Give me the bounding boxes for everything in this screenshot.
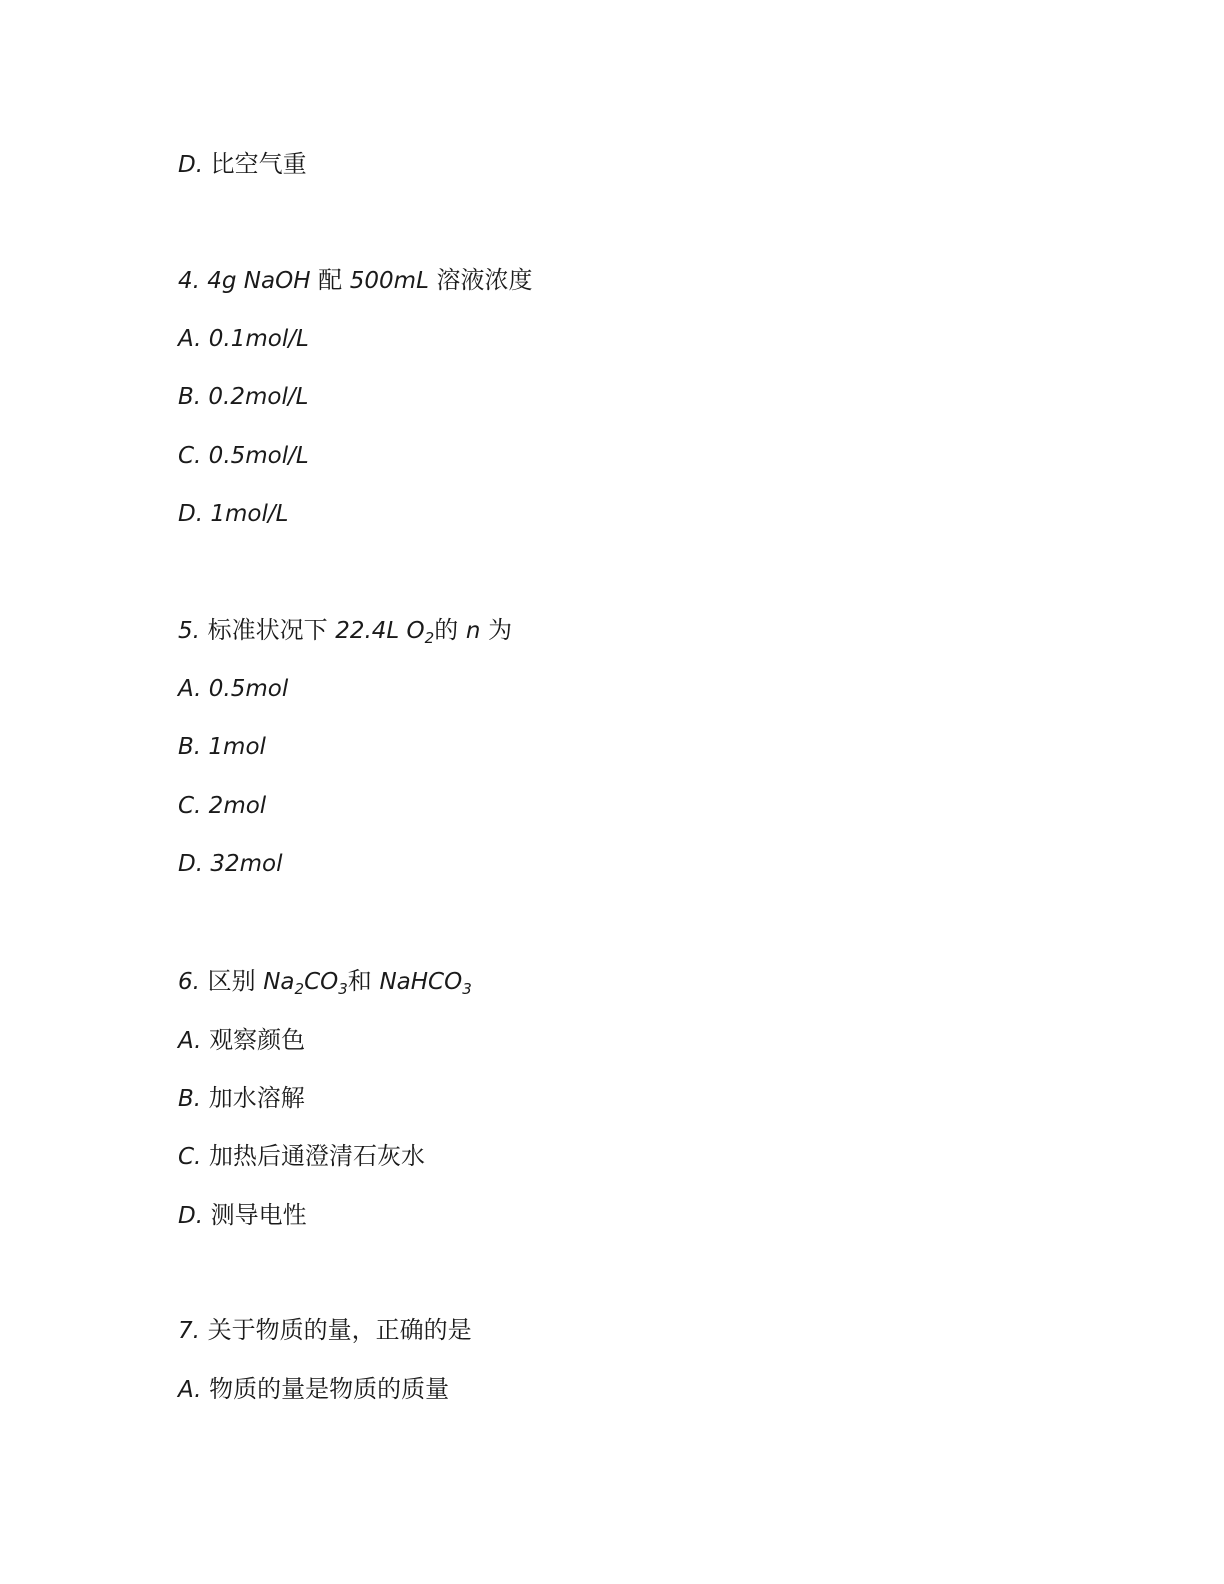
option-letter: B. [178,1086,202,1112]
q4-option-d: D. 1mol/L [178,501,289,527]
option-text: 加热后通澄清石灰水 [201,1142,426,1170]
q4-option-b: B. 0.2mol/L [178,384,309,410]
q4-stem-end: 溶液浓度 [428,266,533,294]
option-letter: C. [178,1144,202,1170]
q6-stem-text1: 区别 [199,967,264,995]
q6-option-d [178,1200,307,1231]
q5-stem [178,615,512,653]
q7-stem [178,1315,472,1346]
option-text: 加水溶解 [201,1084,305,1112]
q4-stem-vol: 500mL [349,268,429,294]
q6-formula1-sub1: 2 [294,980,305,998]
option-text: 测导电性 [203,1201,307,1229]
q5-stem-text3: 为 [480,616,513,644]
q5-option-d: D. 32mol [178,851,283,877]
q4-option-c: C. 0.5mol/L [178,443,309,469]
q6-formula1-a: Na [263,969,295,995]
option-letter: A. [178,1377,202,1403]
q5-stem-vol: 22.4L O [335,618,425,644]
option-text: 物质的量是物质的质量 [201,1375,450,1403]
q5-stem-num: 5. [178,618,200,644]
q4-option-a: A. 0.1mol/L [178,326,309,352]
q5-option-c: C. 2mol [178,793,267,819]
q7-stem-num: 7. [178,1318,200,1344]
q6-option-c [178,1141,425,1172]
q6-stem [178,966,472,1004]
q6-formula2-a: NaHCO [379,969,463,995]
option-letter: D. [178,1203,204,1229]
q6-formula1-sub2: 3 [338,980,348,998]
option-text: 比空气重 [203,150,307,178]
q7-stem-text: 关于物质的量，正确的是 [199,1316,472,1344]
option-text: 观察颜色 [201,1026,306,1054]
option-letter: D. [178,152,204,178]
option-letter: A. [178,1028,202,1054]
q4-stem-mid: 配 [310,266,350,294]
q6-option-a [178,1025,305,1056]
q6-formula1-b: CO [304,969,339,995]
q4-stem [178,265,533,296]
q6-stem-num: 6. [178,969,200,995]
q3-option-d [178,149,307,180]
q5-option-b: B. 1mol [178,734,266,760]
q5-option-a: A. 0.5mol [178,676,289,702]
q6-stem-text2: 和 [347,967,380,995]
q5-stem-sub: 2 [424,629,435,647]
q5-stem-text1: 标准状况下 [199,616,336,644]
q5-stem-text2: 的 [434,616,466,644]
q7-option-a [178,1374,449,1405]
q6-option-b [178,1083,305,1114]
q6-formula2-sub: 3 [462,980,472,998]
q5-stem-n: n [465,618,481,644]
q4-stem-num: 4. 4g NaOH [178,268,311,294]
